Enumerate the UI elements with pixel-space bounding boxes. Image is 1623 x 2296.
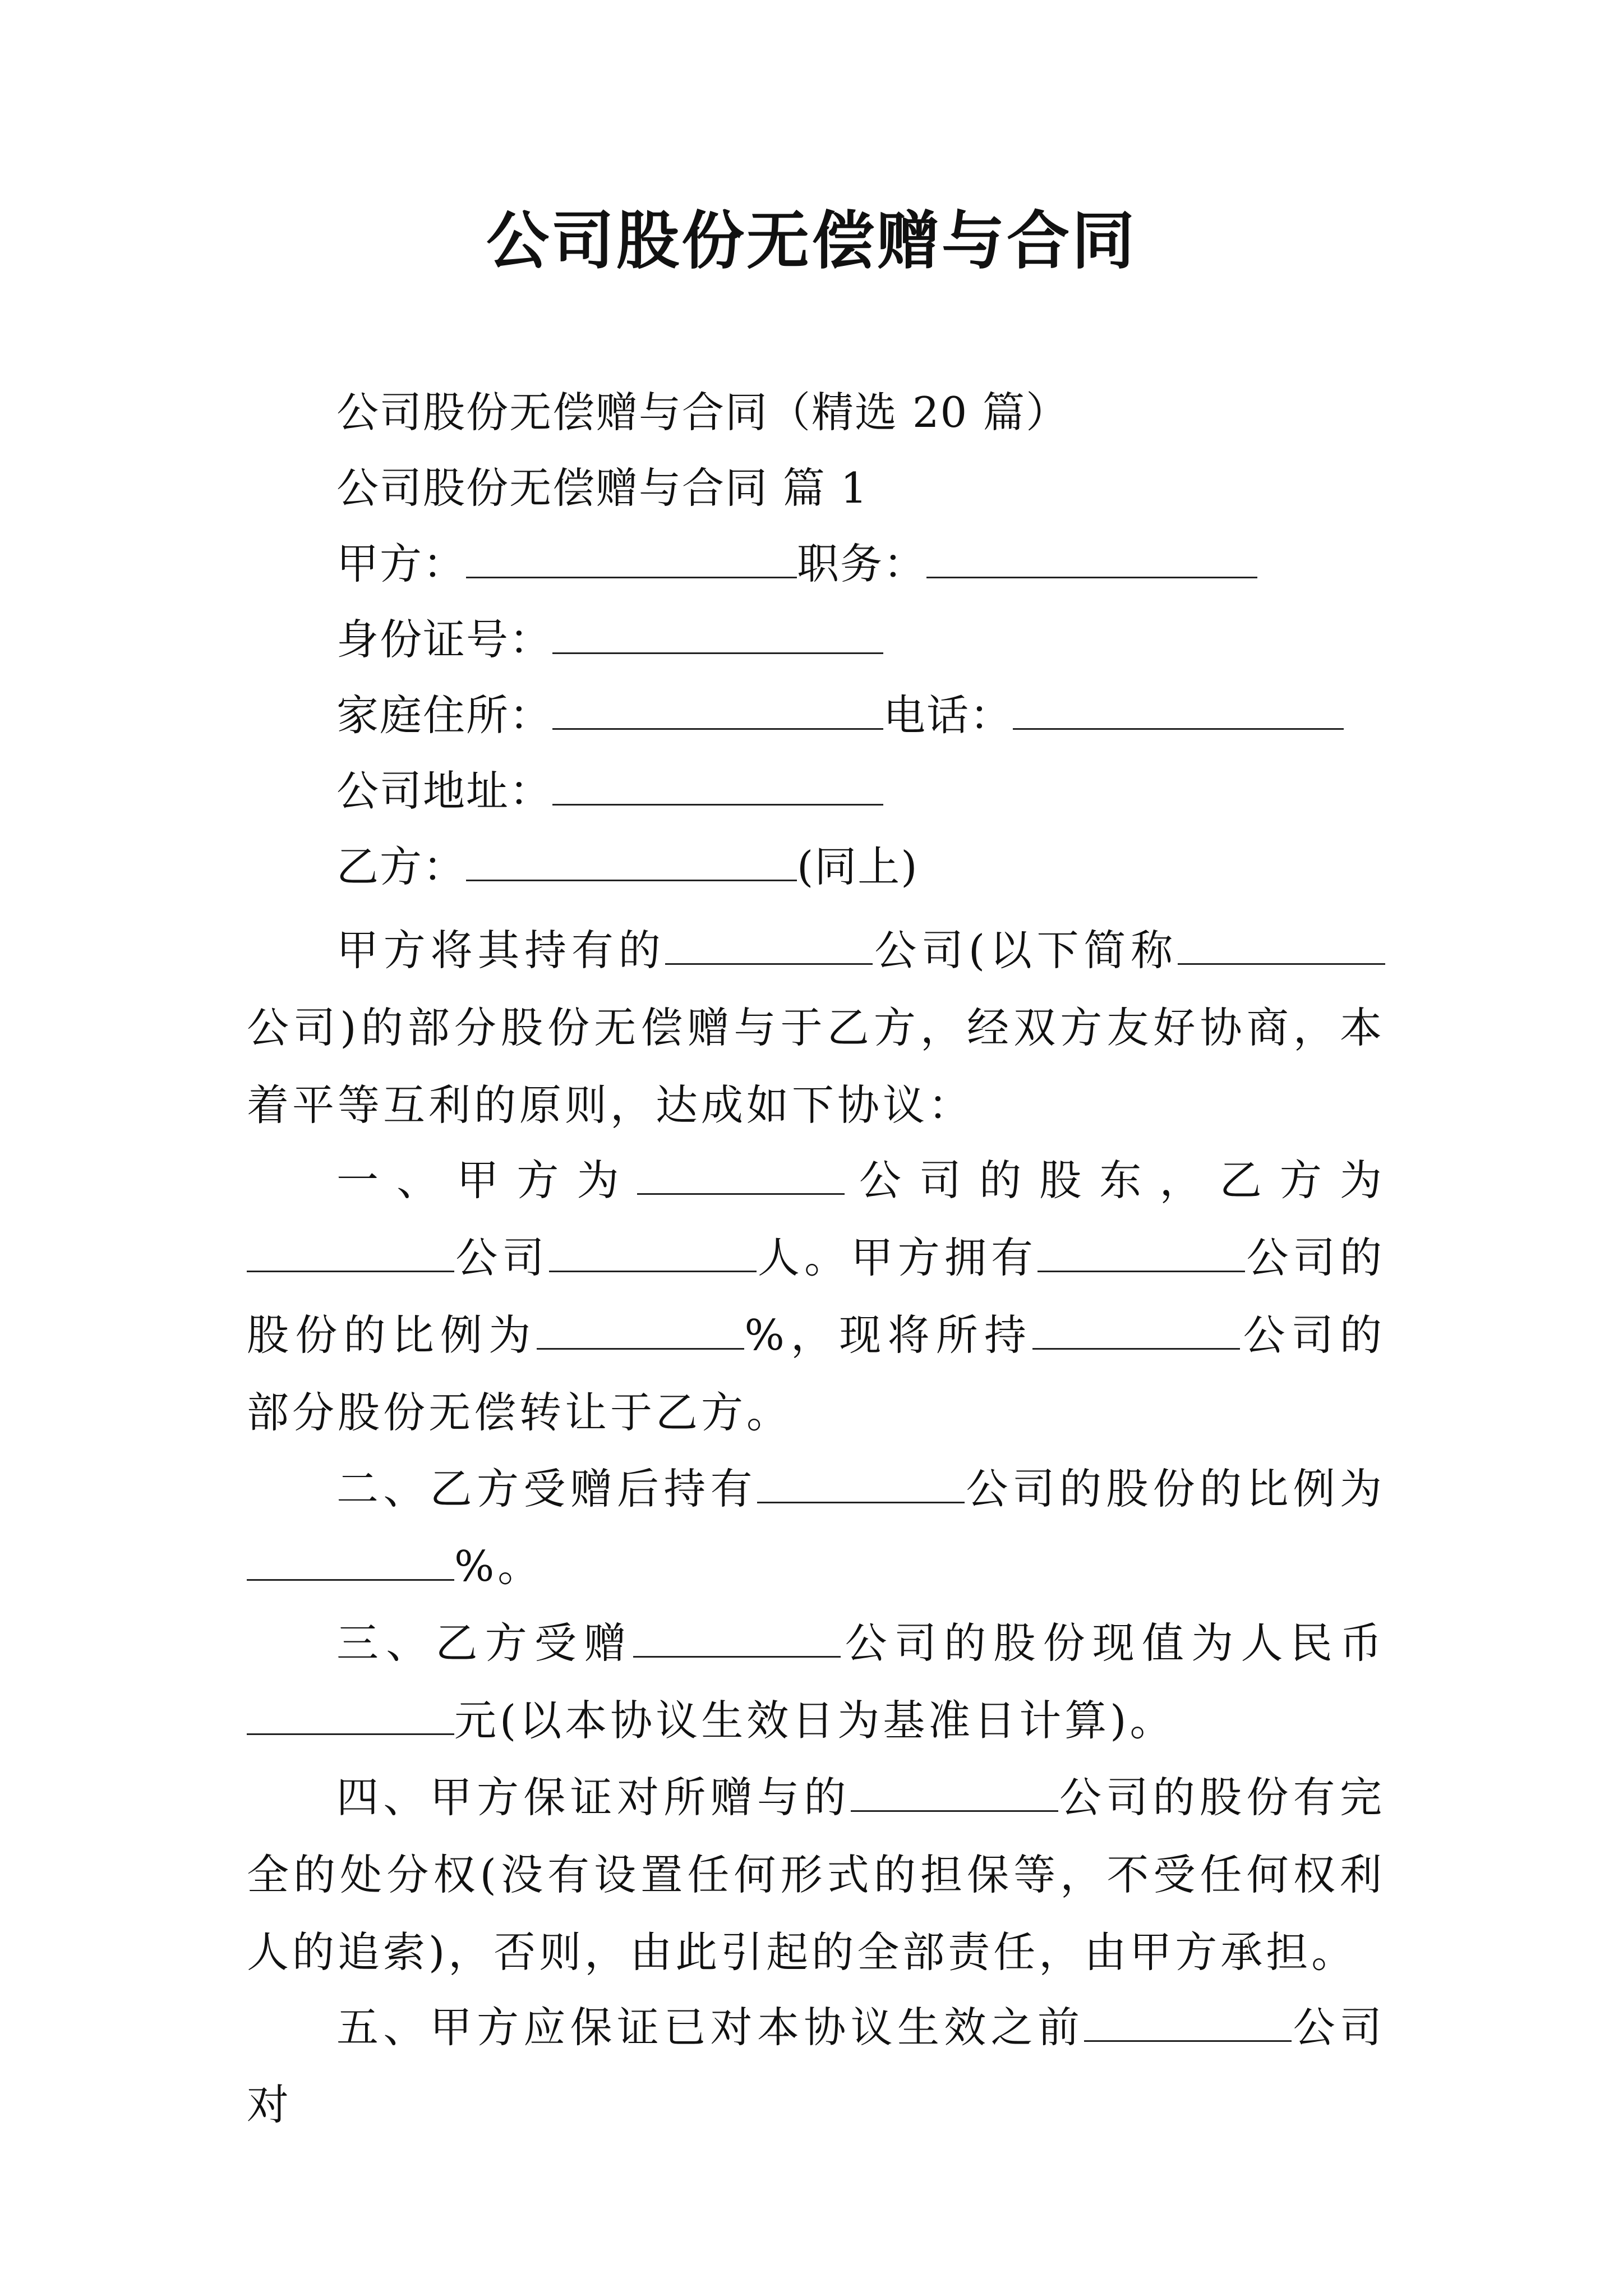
clause-2-text-3: %。 bbox=[454, 1542, 543, 1591]
phone-label: 电话： bbox=[883, 691, 1013, 740]
company-address-blank bbox=[552, 769, 883, 806]
clause-3-text-1: 三、乙方受赠 bbox=[336, 1618, 634, 1668]
intro-text-1: 甲方将其持有的 bbox=[336, 926, 666, 975]
abbrev-blank bbox=[1178, 928, 1385, 965]
clause-1-text-1: 一、甲方为 bbox=[336, 1156, 637, 1205]
clause-1 bbox=[247, 1142, 1385, 1451]
position-blank bbox=[926, 542, 1257, 578]
id-number-row bbox=[336, 609, 883, 670]
clause-2-blank-1 bbox=[757, 1467, 965, 1503]
party-a-label: 甲方： bbox=[336, 539, 467, 588]
clause-1-text-6: %，现将所持 bbox=[744, 1310, 1033, 1360]
clause-1-blank-5 bbox=[537, 1313, 744, 1350]
id-number-blank bbox=[552, 618, 883, 654]
company-blank bbox=[665, 928, 873, 965]
company-address-row bbox=[336, 760, 883, 822]
company-address-label: 公司地址： bbox=[336, 766, 553, 816]
home-address-label: 家庭住所： bbox=[336, 691, 553, 740]
clause-1-text-3: 公司 bbox=[454, 1233, 549, 1282]
clause-3-blank-2 bbox=[247, 1699, 454, 1735]
intro-text-2: 公司(以下简称 bbox=[873, 926, 1178, 975]
clause-2 bbox=[247, 1450, 1385, 1605]
home-address-row bbox=[336, 684, 1344, 746]
clause-4-text-1: 四、甲方保证对所赠与的 bbox=[336, 1773, 851, 1822]
clause-3-text-3: 元(以本协议生效日为基准日计算)。 bbox=[454, 1696, 1175, 1745]
clause-5-blank-1 bbox=[1084, 2005, 1292, 2042]
same-as-above: (同上) bbox=[797, 842, 919, 891]
clause-1-blank-3 bbox=[549, 1236, 757, 1272]
clause-2-text-2: 公司的股份的比例为 bbox=[965, 1464, 1385, 1513]
clause-5-text-1: 五、甲方应保证已对本协议生效之前 bbox=[336, 2003, 1085, 2052]
party-b-blank bbox=[466, 845, 797, 881]
clause-1-text-5: 公司的股份的比例为 bbox=[247, 1233, 1385, 1360]
section-heading: 公司股份无偿赠与合同 篇 1 bbox=[336, 463, 869, 513]
clause-4-text-2: 公司的股份有完全的处分权(没有设置任何形式的担保等，不受任何权利人的追索)，否则，由此引起的全部责任，由甲方承担。 bbox=[247, 1773, 1385, 1977]
clause-1-blank-1 bbox=[637, 1158, 845, 1195]
clause-1-blank-4 bbox=[1038, 1236, 1245, 1272]
clause-5 bbox=[247, 1989, 1385, 2143]
clause-1-blank-6 bbox=[1032, 1313, 1240, 1350]
party-a-row bbox=[336, 533, 1257, 595]
intro-text-3: 公司)的部分股份无偿赠与于乙方，经双方友好协商，本着平等互利的原则，达成如下协议： bbox=[247, 1003, 1385, 1130]
party-b-row bbox=[336, 836, 919, 898]
phone-blank bbox=[1013, 693, 1344, 730]
clause-3 bbox=[247, 1604, 1385, 1759]
clause-1-blank-2 bbox=[247, 1236, 454, 1272]
clause-5-text-2: 公司对 bbox=[247, 2003, 1385, 2129]
clause-1-text-7: 公司的部分股份无偿转让于乙方。 bbox=[247, 1310, 1385, 1437]
intro-paragraph bbox=[247, 912, 1385, 1144]
clause-2-text-1: 二、乙方受赠后持有 bbox=[336, 1464, 757, 1513]
party-a-blank bbox=[466, 542, 797, 578]
clause-4-blank-1 bbox=[851, 1775, 1058, 1812]
clause-3-blank-1 bbox=[633, 1621, 841, 1658]
document-title: 公司股份无偿赠与合同 bbox=[486, 204, 1137, 278]
clause-1-text-2: 公司的股东，乙方为 bbox=[844, 1156, 1385, 1205]
clause-2-blank-2 bbox=[247, 1544, 454, 1581]
document-subtitle: 公司股份无偿赠与合同（精选 20 篇） bbox=[336, 388, 1069, 437]
party-b-label: 乙方： bbox=[336, 842, 467, 891]
position-label: 职务： bbox=[797, 539, 927, 588]
home-address-blank bbox=[552, 693, 883, 730]
clause-3-text-2: 公司的股份现值为人民币 bbox=[841, 1618, 1385, 1668]
clause-1-text-4: 人。甲方拥有 bbox=[756, 1233, 1038, 1282]
clause-4 bbox=[247, 1759, 1385, 1991]
id-number-label: 身份证号： bbox=[336, 615, 553, 664]
